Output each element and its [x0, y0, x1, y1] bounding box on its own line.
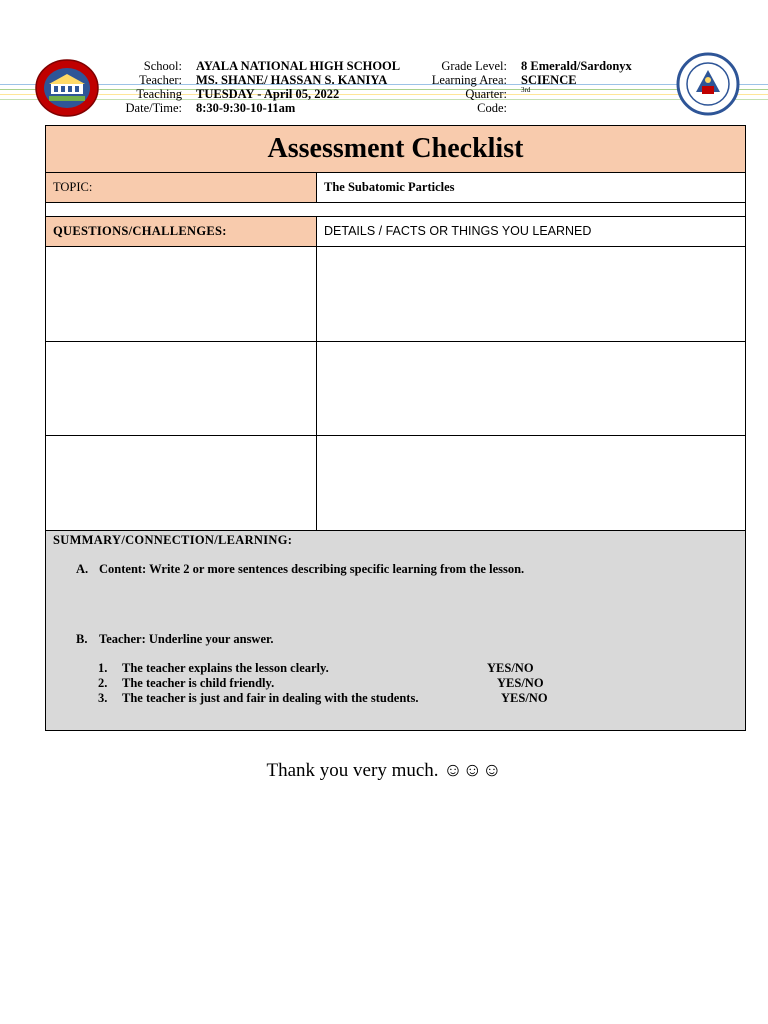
question-cell-1[interactable]: [46, 246, 316, 341]
school-label: School:: [143, 59, 182, 73]
header-line-yellow: [0, 94, 768, 95]
details-cell-1[interactable]: [316, 246, 745, 341]
area-label: Learning Area:: [431, 73, 507, 87]
teaching-value: TUESDAY - April 05, 2022: [196, 87, 340, 101]
code-label: Code:: [477, 101, 507, 115]
question-cell-2[interactable]: [46, 341, 316, 435]
item-text: The teacher explains the lesson clearly.: [122, 661, 329, 675]
teaching-label: Teaching: [136, 87, 182, 101]
item-number: 2.: [98, 676, 108, 690]
topic-value: The Subatomic Particles: [316, 172, 745, 202]
summary-label: SUMMARY/CONNECTION/LEARNING:: [53, 533, 293, 547]
checklist-title: Assessment Checklist: [46, 126, 745, 172]
datetime-value: 8:30-9:30-10-11am: [196, 101, 296, 115]
content-marker: A.: [76, 562, 89, 576]
header-line-green-2: [0, 99, 768, 100]
details-cell-2[interactable]: [316, 341, 745, 435]
item-number: 1.: [98, 661, 108, 675]
item-number: 3.: [98, 691, 108, 705]
content-instruction: Content: Write 2 or more sentences describing specific learning from the lesson.: [99, 562, 525, 576]
details-label: DETAILS / FACTS OR THINGS YOU LEARNED: [316, 216, 745, 246]
item-answer[interactable]: YES/NO: [501, 691, 548, 705]
teacher-instruction: Teacher: Underline your answer.: [99, 632, 274, 646]
details-cell-3[interactable]: [316, 435, 745, 530]
quarter-value: 3rd: [521, 86, 531, 94]
quarter-label: Quarter:: [465, 87, 507, 101]
grade-label: Grade Level:: [441, 59, 507, 73]
header-line-green: [0, 89, 768, 90]
questions-label: QUESTIONS/CHALLENGES:: [46, 216, 316, 246]
teacher-value: MS. SHANE/ HASSAN S. KANIYA: [196, 73, 388, 87]
summary-section: [46, 530, 745, 730]
item-text: The teacher is child friendly.: [122, 676, 275, 690]
topic-label: TOPIC:: [46, 172, 316, 202]
grade-value: 8 Emerald/Sardonyx: [521, 59, 632, 73]
deped-seal-icon: [676, 52, 740, 116]
teacher-label: Teacher:: [139, 73, 182, 87]
question-cell-3[interactable]: [46, 435, 316, 530]
school-seal-icon: [34, 58, 100, 118]
assessment-checklist-table: [45, 125, 746, 731]
area-value: SCIENCE: [521, 73, 577, 87]
item-text: The teacher is just and fair in dealing with the students.: [122, 691, 419, 705]
school-value: AYALA NATIONAL HIGH SCHOOL: [196, 59, 401, 73]
item-answer[interactable]: YES/NO: [487, 661, 534, 675]
datetime-label: Date/Time:: [125, 101, 182, 115]
teacher-marker: B.: [76, 632, 88, 646]
spacer-row: [46, 202, 745, 216]
item-answer[interactable]: YES/NO: [497, 676, 544, 690]
thank-you-message: Thank you very much. ☺☺☺: [266, 760, 502, 781]
